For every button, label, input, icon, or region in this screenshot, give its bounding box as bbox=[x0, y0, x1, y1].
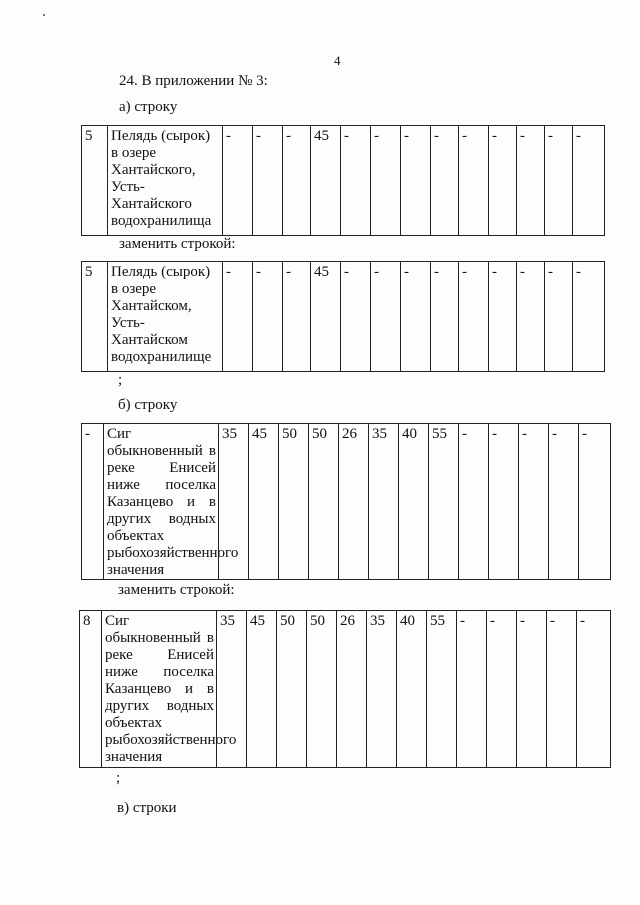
table-cell: 35 bbox=[367, 611, 397, 768]
species-name: Сиг обыкновенный в реке Енисей ниже поселка Казанцево и в других водных объектах рыбохозяйственного значения bbox=[104, 424, 219, 580]
table-cell: - bbox=[223, 126, 253, 236]
table-cell: 45 bbox=[249, 424, 279, 580]
label-b: б) строку bbox=[118, 397, 178, 413]
table-cell: 35 bbox=[369, 424, 399, 580]
table-cell: - bbox=[517, 126, 545, 236]
table-cell: 40 bbox=[399, 424, 429, 580]
table-cell: - bbox=[545, 126, 573, 236]
table-cell: 45 bbox=[311, 126, 341, 236]
table-cell: - bbox=[489, 262, 517, 372]
row-number: 8 bbox=[80, 611, 102, 768]
table-cell: - bbox=[223, 262, 253, 372]
table-cell: - bbox=[489, 126, 517, 236]
table-row-new-a bbox=[81, 261, 605, 372]
table-cell: - bbox=[573, 126, 605, 236]
page-number: 4 bbox=[334, 53, 341, 68]
table-cell: 26 bbox=[337, 611, 367, 768]
table-cell: - bbox=[371, 126, 401, 236]
table-cell: - bbox=[371, 262, 401, 372]
table-cell: - bbox=[431, 126, 459, 236]
table-cell: - bbox=[519, 424, 549, 580]
table-cell: - bbox=[517, 262, 545, 372]
table-cell: - bbox=[283, 262, 311, 372]
table-cell: - bbox=[517, 611, 547, 768]
table-cell: - bbox=[459, 424, 489, 580]
table-cell: 35 bbox=[217, 611, 247, 768]
table-row-old-a bbox=[81, 125, 605, 236]
table-row-old-b bbox=[81, 423, 611, 580]
table-cell: 40 bbox=[397, 611, 427, 768]
row-number: - bbox=[82, 424, 104, 580]
table-cell: - bbox=[401, 126, 431, 236]
table-cell: - bbox=[401, 262, 431, 372]
table-cell: - bbox=[457, 611, 487, 768]
table-cell: 50 bbox=[307, 611, 337, 768]
species-name: Сиг обыкновенный в реке Енисей ниже поселка Казанцево и в других водных объектах рыбохозяйственного значения bbox=[102, 611, 217, 768]
scan-speck bbox=[43, 14, 45, 16]
table-cell: 50 bbox=[279, 424, 309, 580]
replace-label-2: заменить строкой: bbox=[118, 582, 235, 598]
species-name: Пелядь (сырок) в озере Хантайском, Усть-Хантайском водохранилище bbox=[108, 262, 223, 372]
table-cell: - bbox=[487, 611, 517, 768]
table-cell: - bbox=[549, 424, 579, 580]
table-cell: - bbox=[579, 424, 611, 580]
semicolon-1: ; bbox=[118, 372, 123, 388]
label-a: а) строку bbox=[119, 99, 178, 115]
table-cell: 26 bbox=[339, 424, 369, 580]
table-cell: - bbox=[431, 262, 459, 372]
table-cell: - bbox=[577, 611, 611, 768]
table-cell: - bbox=[459, 126, 489, 236]
row-number: 5 bbox=[82, 262, 108, 372]
table-cell: 45 bbox=[311, 262, 341, 372]
replace-label-1: заменить строкой: bbox=[119, 236, 236, 252]
table-cell: 50 bbox=[309, 424, 339, 580]
table-cell: 50 bbox=[277, 611, 307, 768]
species-name: Пелядь (сырок) в озере Хантайского, Усть-Хантайского водохранилища bbox=[108, 126, 223, 236]
table-cell: - bbox=[459, 262, 489, 372]
table-cell: 55 bbox=[429, 424, 459, 580]
table-cell: - bbox=[253, 262, 283, 372]
table-cell: - bbox=[283, 126, 311, 236]
row-number: 5 bbox=[82, 126, 108, 236]
table-cell: 35 bbox=[219, 424, 249, 580]
table-cell: 45 bbox=[247, 611, 277, 768]
semicolon-2: ; bbox=[116, 770, 121, 786]
table-row-new-b bbox=[79, 610, 611, 768]
table-cell: - bbox=[573, 262, 605, 372]
table-cell: - bbox=[489, 424, 519, 580]
table-cell: - bbox=[547, 611, 577, 768]
table-cell: - bbox=[341, 126, 371, 236]
table-cell: - bbox=[341, 262, 371, 372]
table-cell: 55 bbox=[427, 611, 457, 768]
table-cell: - bbox=[253, 126, 283, 236]
label-v: в) строки bbox=[117, 800, 177, 816]
table-cell: - bbox=[545, 262, 573, 372]
item-heading: 24. В приложении № 3: bbox=[119, 73, 268, 89]
